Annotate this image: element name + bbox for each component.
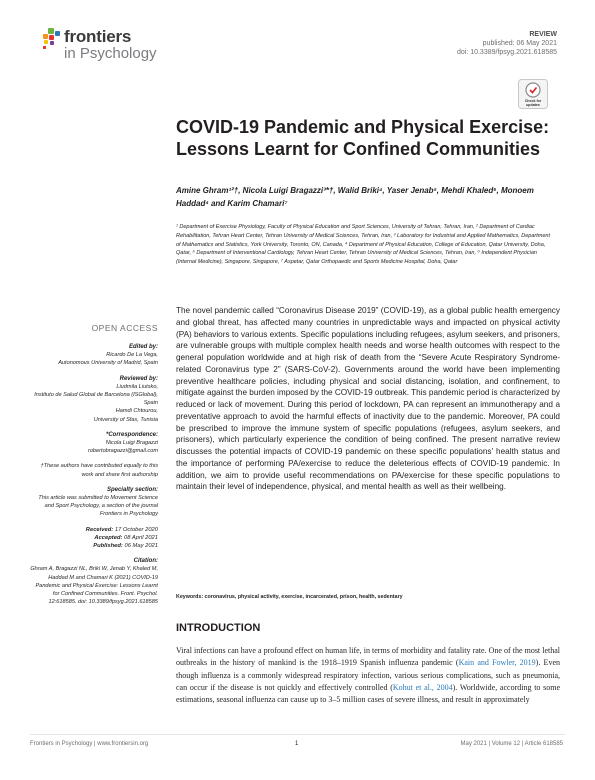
received-label: Received:	[85, 526, 114, 533]
page-number: 1	[295, 741, 299, 747]
published-date: published: 06 May 2021	[482, 40, 557, 47]
article-meta	[457, 30, 557, 57]
keywords: Keywords: coronavirus, physical activity, exercise, incarcerated, prison, health, sedentary	[176, 594, 403, 600]
published-row	[30, 542, 158, 550]
reviewed-by-block	[30, 375, 158, 424]
received-date: 17 October 2020	[114, 526, 158, 533]
brand-name[interactable]: frontiers	[64, 27, 132, 46]
svg-text:updates: updates	[526, 103, 540, 107]
footer-divider	[30, 734, 565, 735]
citation-link[interactable]: Kain and Fowler, 2019	[458, 658, 536, 668]
journal-name[interactable]: in Psychology	[64, 45, 157, 62]
affiliations: ¹ Department of Exercise Physiology, Faculty of Physical Education and Sport Sciences, University of Tehran, Tehran, Iran, ² Department of Cardiac Rehabilitation, Tehran Heart Center, Tehran University of Medical Sciences, Tehran, Iran, ³ Laboratory for Industrial and Applied Mathematics, Department of Mathematics and Statistics, York University, Toronto, ON, Canada, ⁴ Department of Physical Education, College of Education, Qatar University, Doha, Qatar, ⁵ Department of Interventional Cardiology, Tehran Heart Center, Tehran University of Medical Sciences, Tehran, Iran, ⁶ Independent Physician (Internal Medicine), Singapore, Singapore, ⁷ Aspetar, Qatar Orthopaedic and Sports Medicine Hospital, Doha, Qatar	[176, 224, 550, 266]
contribution-note: †These authors have contributed equally to this work and share first authorship	[40, 463, 158, 478]
accepted-label: Accepted:	[94, 534, 123, 541]
author-list: Amine Ghram¹²†, Nicola Luigi Bragazzi³*†, Walid Briki⁴, Yaser Jenab⁵, Mehdi Khaled⁶, Monoem Haddad⁴ and Karim Chamari⁷	[176, 186, 534, 208]
introduction-text	[176, 645, 560, 706]
citation-link[interactable]: Kohut et al., 2004	[392, 682, 453, 692]
correspondence-block	[30, 431, 158, 456]
article-title: COVID-19 Pandemic and Physical Exercise: Lessons Learnt for Confined Communities	[176, 117, 550, 159]
dates-block	[30, 526, 158, 551]
specialty-text: This article was submitted to Movement Science and Sport Psychology, a section of the journal Frontiers in Psychology	[38, 495, 158, 518]
citation-block	[30, 557, 158, 606]
correspondence-email[interactable]: robertobragazzi@gmail.com	[87, 448, 158, 455]
reviewer-name: Liudmila Liutsko,	[116, 383, 158, 390]
abstract: The novel pandemic called “Coronavirus Disease 2019” (COVID-19), as a global public health emergency and global threat, has affected many countries in unpredictable ways and impacted on physical activity (PA) behaviors to various extents. Specific populations including refugees, asylum seekers, and prisoners, are vulnerable groups with multiple complex health needs and worse health outcomes with respect to the general population worldwide and at high risk of death from the “Severe Acute Respiratory Syndrome-related Coronavirus type 2” (SARS-CoV-2). Governments around the world have been implementing preventive healthcare policies, including physical and social distancing, isolation, and confinement, to mitigate against the burden imposed by the COVID-19 outbreak. This pandemic period is characterized by reduced or lack of movement. During this period of lockdown, PA can represent an immunotherapy and a preventative approach to avoid the harmful effects of inactivity due to the pandemic. Moreover, PA could be prescribed to improve the immune system of specific populations (refugees, asylum seekers, and prisoners), which particularly experience the condition of being confined. The present narrative review discusses the potential impacts of COVID-19 pandemic on these specific populations’ health status and the importance of performing PA/exercise to reduce the deleterious effects of COVID-19 pandemic. In addition, we aim to provide useful recommendations on PA/exercise for these specific populations to maintain their level of independence, physical, and mental health as well as their wellbeing.	[176, 306, 560, 492]
editor-name: Ricardo De La Vega,	[106, 352, 158, 359]
accepted-row	[30, 534, 158, 542]
accepted-date: 08 April 2021	[124, 534, 158, 541]
correspondence-name: Nicola Luigi Bragazzi	[105, 440, 158, 447]
specialty-block	[30, 486, 158, 519]
footer-volume: May 2021 | Volume 12 | Article 618585	[460, 741, 563, 747]
footer-journal[interactable]: Frontiers in Psychology | www.frontiersin.org	[30, 741, 149, 747]
article-type: REVIEW	[529, 31, 557, 38]
specialty-label: Specialty section:	[106, 486, 158, 493]
editor-affiliation: Autonomous University of Madrid, Spain	[58, 360, 158, 367]
reviewer-affiliation: University of Sfax, Tunisia	[93, 416, 158, 423]
open-access-label: OPEN ACCESS	[91, 323, 158, 333]
edited-by-block	[30, 343, 158, 368]
intro-text-part: Viral infections can have a profound effect on human life, in terms of morbidity and fatality rate. One of the most lethal outbreaks in the history of mankind is the 1918–1919 Spanish influenza pandemic (	[176, 646, 560, 668]
reviewed-by-label: Reviewed by:	[119, 375, 158, 382]
doi-text[interactable]: doi: 10.3389/fpsyg.2021.618585	[456, 49, 557, 56]
reviewer-name: Hamdi Chtourou,	[115, 408, 158, 415]
citation-text: Ghram A, Bragazzi NL, Briki W, Jenab Y, Khaled M, Haddad M and Chamari K (2021) COVID-19 Pandemic and Physical Exercise: Lessons Learnt for Confined Communities. Front. Psychol. 12:618585. doi: 10.3389/fpsyg.2021.618585	[30, 566, 158, 606]
published-label: Published:	[93, 543, 123, 550]
correspondence-label: *Correspondence:	[105, 431, 158, 438]
intro-text-part: ). Even though influenza is a commonly widespread respiratory infection, various serious complications, such as pneumonia, can occur if the disease is not quickly and effectively controlled (	[176, 658, 560, 692]
svg-text:Check for: Check for	[524, 99, 542, 103]
published-date-sidebar: 06 May 2021	[124, 543, 158, 550]
section-heading-introduction: INTRODUCTION	[176, 622, 261, 634]
check-for-updates-badge-icon[interactable]	[518, 79, 548, 109]
intro-text-part: ). Worldwide, according to some estimations, seasonal influenza can cause up to 3–5 million cases of severe illness, and result in approximately	[176, 682, 561, 705]
reviewer-affiliation: Instituto de Salud Global de Barcelona (ISGlobal), Spain	[34, 392, 158, 407]
edited-by-label: Edited by:	[128, 344, 158, 350]
received-row	[30, 526, 158, 534]
sidebar-editorial	[30, 343, 158, 613]
frontiers-logo-icon	[40, 27, 66, 53]
citation-label: Citation:	[133, 558, 158, 565]
